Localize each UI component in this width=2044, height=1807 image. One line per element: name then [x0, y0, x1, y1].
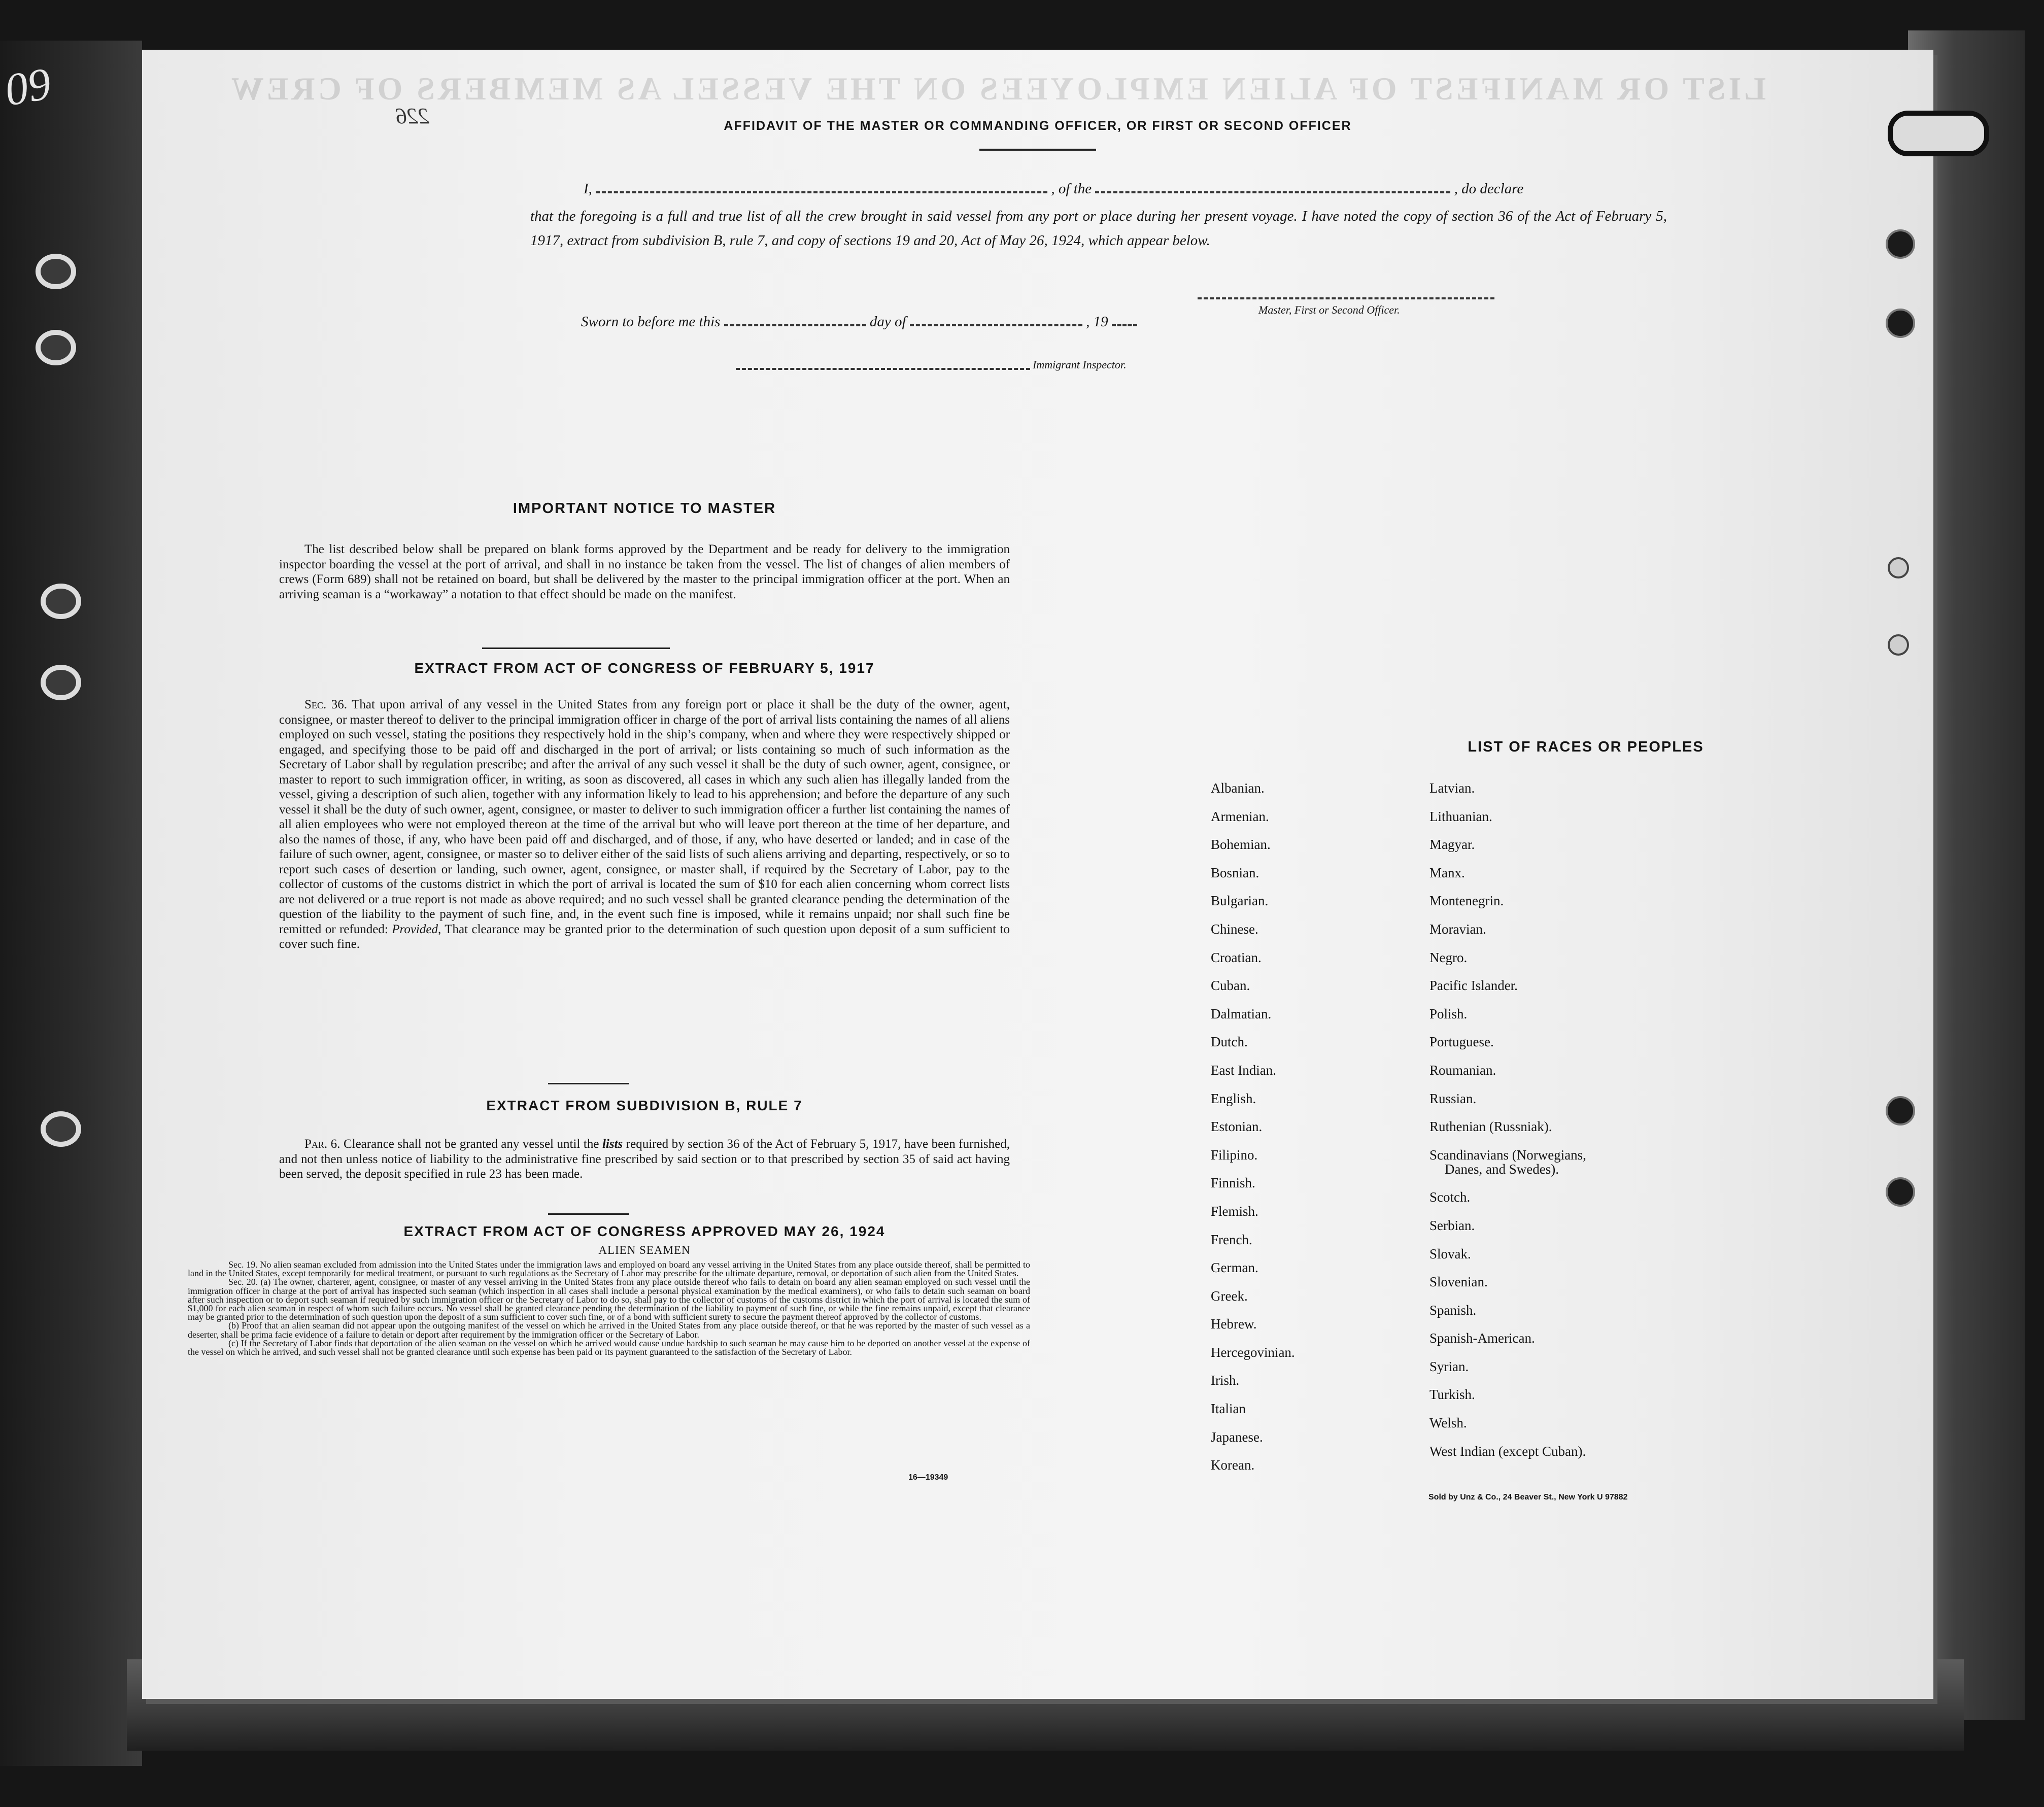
race-item: Filipino.: [1211, 1147, 1258, 1163]
affidavit-declaration-line: [584, 181, 1690, 197]
races-column-2: [1429, 780, 1586, 1472]
race-item: Pacific Islander.: [1429, 978, 1518, 994]
race-item: Irish.: [1211, 1373, 1240, 1388]
race-item: Slovak.: [1429, 1246, 1471, 1262]
race-item: Turkish.: [1429, 1387, 1475, 1403]
race-item: Ruthenian (Russniak).: [1429, 1119, 1552, 1135]
background-sheet-left: [0, 41, 142, 1766]
race-item: English.: [1211, 1090, 1256, 1106]
margin-ring-mark: [36, 330, 76, 365]
sworn-day-blank[interactable]: [724, 324, 866, 326]
sec20c-text: (c) If the Secretary of Labor finds that deportation of the alien seaman on the vessel on which he arrived would cause undue hardship to such seaman he may cause him to be deported on another vessel at the expense of the vessel on which he arrived, and such vessel shall not be granted clearance until such expense has been paid or its payment guaranteed to the satisfaction of the Secretary of Labor.: [188, 1338, 1030, 1357]
race-item: Negro.: [1429, 949, 1468, 965]
race-item: Italian: [1211, 1401, 1246, 1417]
sworn-prefix: Sworn to before me this: [581, 314, 721, 330]
race-item: Polish.: [1429, 1006, 1468, 1021]
master-name-blank[interactable]: [596, 191, 1047, 193]
race-item: Hebrew.: [1211, 1316, 1257, 1332]
race-item: Scandinavians (Norwegians,: [1429, 1147, 1586, 1163]
race-item: Chinese.: [1211, 921, 1258, 937]
race-item: Syrian.: [1429, 1358, 1469, 1374]
race-item: Roumanian.: [1429, 1062, 1496, 1078]
punch-hole: [1888, 634, 1909, 656]
extract-1917-provided: Provided,: [392, 922, 441, 936]
extract-rule7-section: Par. 6.: [304, 1137, 340, 1151]
handwritten-page-number: 226: [396, 104, 429, 128]
race-item: Spanish.: [1429, 1302, 1477, 1318]
sec19-text: Sec. 19. No alien seaman excluded from admission into the United States under the immigration laws and employed on board any vessel arriving in the United States from any place outside thereof, shall be permitted to land in the United States, except temporarily for medical treatment, or pursuant to such regulations as the Secretary of Labor may prescribe for the ultimate departure, removal, or deportation of such alien from the United States.: [188, 1259, 1030, 1279]
extract-1924-title: EXTRACT FROM ACT OF CONGRESS APPROVED MAY 26, 1924: [403, 1223, 885, 1239]
punch-hole: [1888, 557, 1909, 578]
race-item: Russian.: [1429, 1090, 1477, 1106]
races-title: LIST OF RACES OR PEOPLES: [1468, 739, 1704, 755]
race-item: Serbian.: [1429, 1217, 1475, 1233]
extract-1917-tail: That clearance may be granted prior to the determination of such question upon deposit of a sum sufficient to cover such fine.: [279, 922, 1010, 951]
sec20a-text: Sec. 20. (a) The owner, charterer, agent, consignee, or master of any vessel arriving in the United States from any place outside thereof who fails to detain on board any alien seaman employed on such vessel until the immigration officer in charge at the port of arrival has inspected such seaman (which inspection in all cases shall include a personal physical examination by the medical examiners), or who fails to detain such seaman on board after such inspection or to deport such seaman if required by such immigration officer or the Secretary of Labor to do so, shall pay to the collector of customs of the customs district in which the port of arrival is located the sum of $1,000 for each alien seaman in respect of whom such failure occurs. No vessel shall be granted clearance pending the determination of the liability to payment of such fine, or while the fine remains unpaid, except that clearance may be granted prior to the determination of such question upon the deposit of a sum sufficient to cover such fine, or of a bond with sufficient surety to secure the payment thereof approved by the collector of customs.: [188, 1277, 1030, 1322]
race-item: Magyar.: [1429, 837, 1475, 853]
extract-rule7-body: [279, 1137, 1010, 1182]
race-item: West Indian (except Cuban).: [1429, 1443, 1586, 1459]
race-item: Dutch.: [1211, 1034, 1248, 1050]
printer-credit: Sold by Unz & Co., 24 Beaver St., New York U 97882: [1428, 1493, 1628, 1502]
extract-rule7-text-a: Clearance shall not be granted any vessel until the: [343, 1137, 599, 1151]
race-item: East Indian.: [1211, 1062, 1276, 1078]
extract-1917-section: Sec. 36.: [304, 698, 347, 711]
bleed-through-text: LIST OR MANIFEST OF ALIEN EMPLOYEES ON THE VESSEL AS MEMBERS OF CREW: [228, 71, 1766, 107]
notice-body: The list described below shall be prepared on blank forms approved by the Department and be ready for delivery to the immigration inspector boarding the vessel at the port of arrival, and shall in no instance be taken from the vessel. The list of changes of alien members of crews (Form 689) shall not be retained on board, but shall be delivered by the master to the principal immigration officer at the port. When an arriving seaman is a “workaway” a notation to that effect should be made on the manifest.: [279, 542, 1010, 601]
sworn-line: [581, 314, 1137, 330]
sworn-day-label: day of: [869, 314, 906, 330]
master-signature-label: Master, First or Second Officer.: [1258, 303, 1400, 316]
extract-1917-text: That upon arrival of any vessel in the United States from any foreign port or place it shall be the duty of the owner, agent, consignee, or master thereof to deliver to the principal immigration officer in charge of the port of arrival lists containing the names of all aliens employed on such vessel, stating the positions they respectively hold in the ship’s company, when and where they were respectively shipped or engaged, and specifying those to be paid off and discharged in the port of arrival; or lists containing so much of such information as the Secretary of Labor shall by regulation prescribe; and after the arrival of any such vessel it shall be the duty of such owner, agent, consignee, or master to report to such immigration officer, in writing, as soon as discovered, all cases in which any such alien has illegally landed from the vessel, giving a description of such alien, together with any information likely to lead to his apprehension; and before the departure of any such vessel it shall be the duty of such owner, agent, consignee, or master to deliver to such immigration officer a further list containing the names of all alien employees who were not employed thereon at the time of the arrival but who will leave port thereon at the time of her departure, and also the names of those, if any, who have been paid off and discharged, and of those, if any, who have deserted or landed; and in case of the failure of such owner, agent, consignee, or master so to deliver either of the said lists of such aliens arriving and departing, respectively, or so to report such cases of desertion or landing, such owner, agent, consignee, or master shall, if required by the Secretary of Labor, pay to the collector of customs of the customs district in which the port of arrival is located the sum of $10 for each alien concerning whom correct lists are not delivered or a true report is not made as above required; and no such vessel shall be granted clearance pending the determination of the question of the liability to the payment of such fine, and, in the event such fine is imposed, while it remains unpaid; nor shall such fine be remitted or refunded:: [279, 698, 1010, 936]
declaration-i: I,: [584, 181, 592, 197]
section-rule: [482, 647, 670, 649]
title-rule: [979, 149, 1096, 151]
extract-rule7-lists: lists: [602, 1137, 623, 1151]
race-item: Scotch.: [1429, 1189, 1471, 1205]
race-item: Finnish.: [1211, 1175, 1255, 1191]
affidavit-body: that the foregoing is a full and true list of all the crew brought in said vessel from any port or place during her present voyage. I have noted the copy of section 36 of the Act of February 5, 1917, extract from subdivision B, rule 7, and copy of sections 19 and 20, Act of May 26, 1924, which appear below.: [530, 208, 1667, 249]
race-item: Montenegrin.: [1429, 893, 1504, 909]
margin-ring-mark: [41, 584, 81, 619]
punch-hole: [1886, 1096, 1915, 1126]
sworn-year-blank[interactable]: [1112, 324, 1137, 326]
handwritten-margin-mark: 09: [1, 58, 55, 116]
section-rule: [548, 1083, 629, 1084]
declaration-of: , of the: [1051, 181, 1092, 197]
sworn-month-blank[interactable]: [910, 324, 1082, 326]
race-item: German.: [1211, 1260, 1258, 1276]
margin-ring-mark: [36, 254, 76, 289]
extract-1924-body: [188, 1260, 1030, 1356]
race-item: Lithuanian.: [1429, 808, 1492, 824]
declaration-declare: , do declare: [1454, 181, 1524, 197]
punch-hole: [1886, 309, 1915, 338]
punch-hole: [1886, 1177, 1915, 1207]
document-page: [142, 50, 1933, 1699]
form-number: 16—19349: [908, 1473, 948, 1482]
master-signature-line[interactable]: [1198, 297, 1494, 299]
race-item: Danes, and Swedes).: [1445, 1161, 1559, 1177]
binder-clip: [1888, 111, 1989, 156]
race-item: Bohemian.: [1211, 837, 1271, 853]
race-item: Welsh.: [1429, 1415, 1467, 1431]
race-item: Greek.: [1211, 1288, 1248, 1304]
race-item: Bulgarian.: [1211, 893, 1269, 909]
race-item: Moravian.: [1429, 921, 1486, 937]
race-item: French.: [1211, 1232, 1252, 1247]
race-item: Spanish-American.: [1429, 1331, 1535, 1346]
margin-ring-mark: [41, 665, 81, 700]
race-item: Slovenian.: [1429, 1274, 1488, 1290]
race-item: Flemish.: [1211, 1203, 1258, 1219]
sec20b-text: (b) Proof that an alien seaman did not appear upon the outgoing manifest of the vessel on which he arrived in the United States from any place outside thereof, or that he was reported by the master of such vessel as a deserter, shall be prima facie evidence of a failure to detain or deport after requirement by the immigration officer or the Secretary of Labor.: [188, 1320, 1030, 1340]
sworn-year-label: , 19: [1086, 314, 1108, 330]
section-rule: [548, 1213, 629, 1215]
inspector-signature-line[interactable]: [736, 368, 1030, 370]
race-item: Bosnian.: [1211, 865, 1259, 880]
extract-rule7-text-b: required by section 36 of the Act of February 5, 1917, have been furnished, and not then unless notice of liability to the administrative fine prescribed by said section or to that prescribed by section 35 of said act having been served, the deposit specified in rule 23 has been made.: [279, 1137, 1010, 1181]
extract-1917-body: [279, 697, 1010, 952]
vessel-name-blank[interactable]: [1095, 191, 1450, 193]
race-item: Hercegovinian.: [1211, 1344, 1295, 1360]
race-item: Dalmatian.: [1211, 1006, 1272, 1021]
race-item: Armenian.: [1211, 808, 1269, 824]
race-item: Cuban.: [1211, 978, 1250, 994]
extract-1924-subtitle: ALIEN SEAMEN: [598, 1244, 691, 1256]
race-item: Latvian.: [1429, 780, 1475, 796]
notice-title: IMPORTANT NOTICE TO MASTER: [513, 500, 776, 517]
race-item: Korean.: [1211, 1457, 1255, 1473]
race-item: Croatian.: [1211, 949, 1262, 965]
extract-rule7-title: EXTRACT FROM SUBDIVISION B, RULE 7: [486, 1098, 803, 1113]
race-item: Portuguese.: [1429, 1034, 1494, 1050]
race-item: Albanian.: [1211, 780, 1265, 796]
race-item: Estonian.: [1211, 1119, 1263, 1135]
races-column-1: [1211, 780, 1295, 1486]
margin-ring-mark: [41, 1111, 81, 1147]
affidavit-title: AFFIDAVIT OF THE MASTER OR COMMANDING OFFICER, OR FIRST OR SECOND OFFICER: [724, 119, 1352, 133]
race-item: Manx.: [1429, 865, 1465, 880]
punch-hole: [1886, 229, 1915, 259]
race-item: Japanese.: [1211, 1429, 1263, 1445]
inspector-label: Immigrant Inspector.: [1033, 358, 1127, 371]
extract-1917-title: EXTRACT FROM ACT OF CONGRESS OF FEBRUARY 5, 1917: [414, 660, 875, 676]
